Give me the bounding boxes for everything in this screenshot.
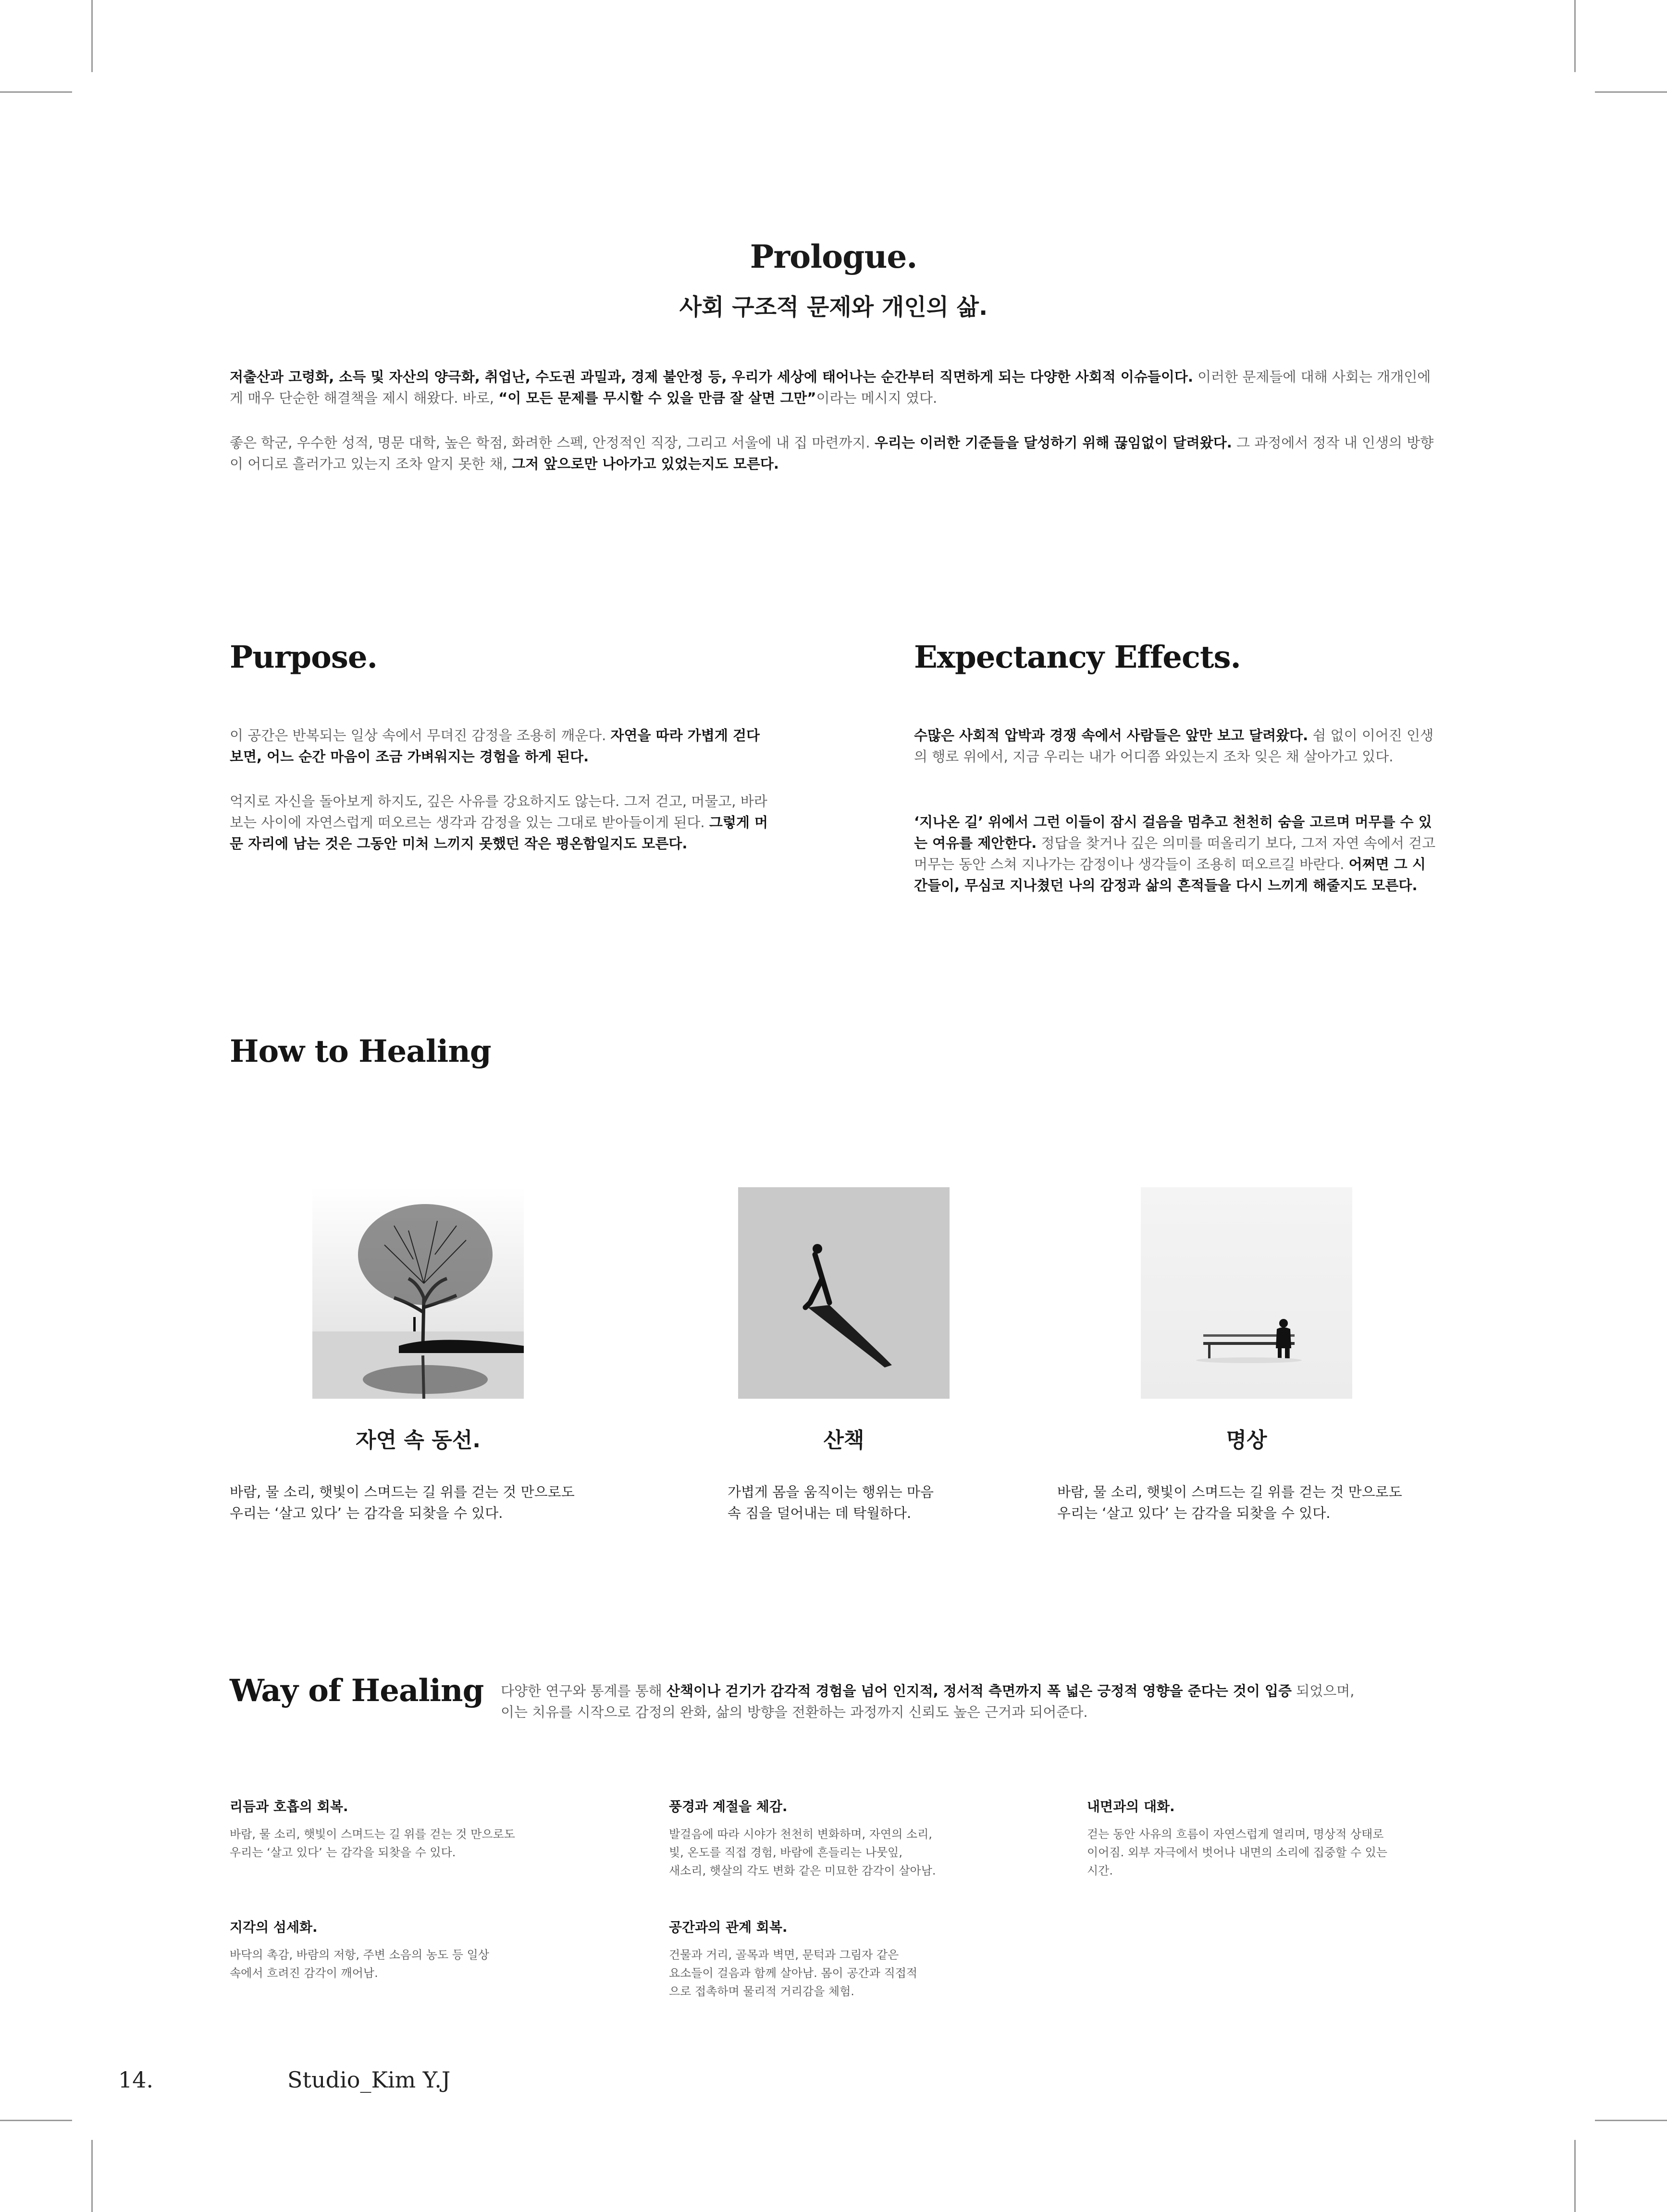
how-desc-walk: 가볍게 몸을 움직이는 행위는 마음 속 짐을 덜어내는 데 탁월하다.: [728, 1484, 934, 1521]
crop-mark: [0, 2120, 72, 2121]
how-caption-meditation: 명상: [1226, 1428, 1267, 1453]
crop-mark: [91, 2140, 93, 2212]
way-item-title: 공간과의 관계 회복.: [669, 1919, 788, 1935]
bench-snow-photo: [1141, 1187, 1352, 1399]
how-desc-nature: 바람, 물 소리, 햇빛이 스며드는 길 위를 걷는 것 만으로도 우리는 ‘살고 있다’ 는 감각을 되찾을 수 있다.: [230, 1484, 575, 1521]
purpose-paragraph-2: 억지로 자신을 돌아보게 하지도, 깊은 사유를 강요하지도 않는다. 그저 걷고, 머물고, 바라보는 사이에 자연스럽게 떠오르는 생각과 감정을 있는 그대로 받아들이게 된다. 그렇게 머문 자리에 남는 것은 그동안 미처 느끼지 못했던 작은 평온함일지도 모른다.: [230, 793, 768, 852]
way-item-body: 걷는 동안 사유의 흐름이 자연스럽게 열리며, 명상적 상태로 이어짐. 외부 자극에서 벗어나 내면의 소리에 집중할 수 있는 시간.: [1087, 1827, 1388, 1877]
way-item-perception: [230, 1917, 614, 1982]
expectancy-title: Expectancy Effects.: [914, 639, 1241, 675]
how-desc-meditation: 바람, 물 소리, 햇빛이 스며드는 길 위를 걷는 것 만으로도 우리는 ‘살고 있다’ 는 감각을 되찾을 수 있다.: [1057, 1484, 1402, 1521]
way-item-body: 발걸음에 따라 시야가 천천히 변화하며, 자연의 소리, 빛, 온도를 직접 경험, 바람에 흔들리는 나뭇잎, 새소리, 햇살의 각도 변화 같은 미묘한 감각이 살아남.: [669, 1827, 936, 1877]
way-item-title: 내면과의 대화.: [1087, 1799, 1175, 1814]
crop-mark: [1595, 91, 1667, 93]
way-of-healing-intro: 다양한 연구와 통계를 통해 산책이나 걷기가 감각적 경험을 넘어 인지적, 정서적 측면까지 폭 넓은 긍정적 영향을 준다는 것이 입증 되었으며, 이는 치유를 시작으로 감정의 완화, 삶의 방향을 전환하는 과정까지 신뢰도 높은 근거과 되어준다.: [501, 1683, 1355, 1720]
crop-mark: [1574, 0, 1576, 72]
crop-mark: [91, 0, 93, 72]
prologue-subtitle: 사회 구조적 문제와 개인의 삶.: [679, 294, 988, 321]
how-to-healing-title: How to Healing: [230, 1033, 491, 1069]
crop-mark: [0, 91, 72, 93]
way-item-title: 풍경과 계절을 체감.: [669, 1799, 788, 1814]
way-item-rhythm: [230, 1796, 614, 1862]
way-item-body: 바닥의 촉감, 바람의 저항, 주변 소음의 농도 등 일상 속에서 흐려진 감각이 깨어남.: [230, 1948, 489, 1980]
expectancy-paragraph-2: ‘지나온 길’ 위에서 그런 이들이 잠시 걸음을 멈추고 천천히 숨을 고르며 머무를 수 있는 여유를 제안한다. 정답을 찾거나 깊은 의미를 떠올리기 보다, 그저 자연 속에서 걷고 머무는 동안 스쳐 지나가는 감정이나 생각들이 조용히 떠오르길 바란다. 어쩌면 그 시간들이, 무심코 지나쳤던 나의 감정과 삶의 흔적들을 다시 느끼게 해줄지도 모른다.: [914, 814, 1436, 894]
prologue-paragraph-2: 좋은 학군, 우수한 성적, 명문 대학, 높은 학점, 화려한 스펙, 안정적인 직장, 그리고 서울에 내 집 마련까지. 우리는 이러한 기준들을 달성하기 위해 끊임없이 달려왔다. 그 과정에서 정작 내 인생의 방향이 어디로 흘러가고 있는지 조차 알지 못한 채, 그저 앞으로만 나아가고 있었는지도 모른다.: [230, 435, 1434, 472]
way-item-title: 지각의 섬세화.: [230, 1919, 318, 1935]
way-of-healing-title: Way of Healing: [230, 1673, 484, 1709]
crop-mark: [1574, 2140, 1576, 2212]
way-item-title: 리듬과 호흡의 회복.: [230, 1799, 348, 1814]
studio-signature: Studio_Kim Y.J: [287, 2067, 451, 2093]
way-item-inner-dialogue: [1087, 1796, 1481, 1880]
way-item-landscape: [669, 1796, 1053, 1880]
prologue-paragraph-1: 저출산과 고령화, 소득 및 자산의 양극화, 취업난, 수도권 과밀과, 경제 불안정 등, 우리가 세상에 태어나는 순간부터 직면하게 되는 다양한 사회적 이슈들이다. 이러한 문제들에 대해 사회는 개개인에게 매우 단순한 해결책을 제시 해왔다. 바로, “이 모든 문제를 무시할 수 있을 만큼 잘 살면 그만”이라는 메시지 였다.: [230, 369, 1431, 406]
way-item-body: 바람, 물 소리, 햇빛이 스며드는 길 위를 걷는 것 만으로도 우리는 ‘살고 있다’ 는 감각을 되찾을 수 있다.: [230, 1827, 515, 1859]
crop-mark: [1595, 2120, 1667, 2121]
walking-person-photo: [738, 1187, 950, 1399]
purpose-title: Purpose.: [230, 639, 377, 675]
how-caption-nature: 자연 속 동선.: [356, 1428, 481, 1453]
tree-reflection-photo: [312, 1187, 524, 1399]
how-caption-walk: 산책: [823, 1428, 864, 1453]
way-item-body: 건물과 거리, 골목과 벽면, 문턱과 그림자 같은 요소들이 걸음과 함께 살아남. 몸이 공간과 직접적 으로 접촉하며 물리적 거리감을 체험.: [669, 1948, 918, 1998]
prologue-title: Prologue.: [750, 238, 917, 275]
expectancy-paragraph-1: 수많은 사회적 압박과 경쟁 속에서 사람들은 앞만 보고 달려왔다. 쉼 없이 이어진 인생의 행로 위에서, 지금 우리는 내가 어디쯤 와있는지 조차 잊은 채 살아가고 있다.: [914, 727, 1434, 765]
page-number: 14.: [118, 2067, 154, 2093]
purpose-paragraph-1: 이 공간은 반복되는 일상 속에서 무뎌진 감정을 조용히 깨운다. 자연을 따라 가볍게 걷다 보면, 어느 순간 마음이 조금 가벼워지는 경험을 하게 된다.: [230, 727, 760, 765]
way-item-space: [669, 1917, 1053, 2001]
